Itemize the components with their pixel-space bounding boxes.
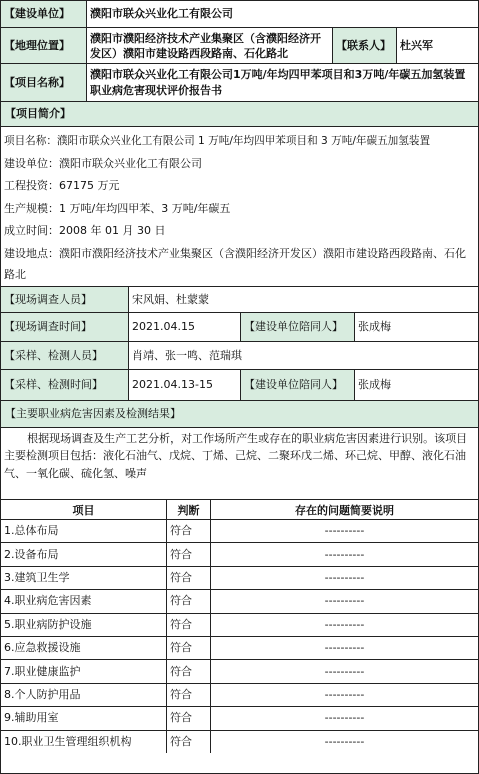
- sampling-staff-row: [1, 342, 478, 370]
- summary-line-location: 建设地点：濮阳市濮阳经济技术产业集聚区（含濮阳经济开发区）濮阳市建设路西段路南、石化路北: [4, 246, 466, 281]
- table-cell-judge: 符合: [167, 637, 211, 659]
- summary-line-unit: 建设单位：濮阳市联众兴业化工有限公司: [4, 156, 202, 170]
- table-row: [1, 637, 478, 660]
- table-cell-note: ----------: [324, 734, 365, 748]
- table-cell-item: 8.个人防护用品: [1, 684, 167, 706]
- sampling-staff-value: 肖靖、张一鸣、范瑞琪: [132, 348, 242, 362]
- sampling-time-label: 【采样、检测时间】: [1, 370, 129, 400]
- table-header-item: 项目: [1, 500, 167, 522]
- table-cell-judge: 符合: [167, 590, 211, 612]
- table-cell-judge: 符合: [167, 614, 211, 636]
- results-header-row: [1, 401, 478, 428]
- location-label: 【地理位置】: [1, 28, 87, 63]
- summary-body: [1, 127, 478, 287]
- table-row: [1, 660, 478, 683]
- survey-escort-label: 【建设单位陪同人】: [241, 313, 355, 341]
- table-cell-item: 10.职业卫生管理组织机构: [1, 731, 167, 753]
- table-cell-note: ----------: [324, 687, 365, 701]
- table-cell-note: ----------: [324, 547, 365, 561]
- table-row: [1, 731, 478, 753]
- results-body: [1, 428, 478, 500]
- survey-staff-value: 宋风娟、杜蒙蒙: [132, 292, 209, 306]
- survey-time-label: 【现场调查时间】: [1, 313, 129, 341]
- table-header-judge: 判断: [167, 500, 211, 522]
- unit-label: 【建设单位】: [1, 1, 87, 27]
- table-row: [1, 567, 478, 590]
- results-paragraph: 根据现场调查及生产工艺分析，对工作场所产生或存在的职业病危害因素进行识别。该项目主要检测项目包括：液化石油气、戊烷、丁烯、己烷、二聚环戊二烯、环己烷、甲醇、液化石油气、一氧化碳、硫化氢、噪声: [4, 432, 468, 480]
- table-header-note: 存在的问题简要说明: [295, 504, 394, 518]
- table-cell-item: 5.职业病防护设施: [1, 614, 167, 636]
- inspection-table: [1, 500, 478, 753]
- survey-escort-value: 张成梅: [358, 320, 391, 333]
- summary-header-row: [1, 102, 478, 127]
- survey-time-row: [1, 313, 478, 342]
- survey-staff-row: [1, 287, 478, 313]
- table-row: [1, 590, 478, 613]
- sampling-staff-label: 【采样、检测人员】: [1, 342, 129, 369]
- table-cell-judge: 符合: [167, 731, 211, 753]
- table-cell-note: ----------: [324, 617, 365, 631]
- table-cell-judge: 符合: [167, 567, 211, 589]
- summary-header: 【项目简介】: [1, 102, 478, 126]
- location-value: 濮阳市濮阳经济技术产业集聚区（含濮阳经济开发区）濮阳市建设路西段路南、石化路北: [87, 28, 333, 63]
- project-name-value: 濮阳市联众兴业化工有限公司1万吨/年均四甲苯项目和3万吨/年碳五加氢装置职业病危害现状评价报告书: [90, 67, 466, 97]
- table-cell-note: ----------: [324, 570, 365, 584]
- sampling-escort-value: 张成梅: [358, 378, 391, 391]
- table-row: [1, 614, 478, 637]
- results-paragraph-wrap: [1, 428, 478, 499]
- table-cell-judge: 符合: [167, 707, 211, 729]
- contact-label: 【联系人】: [333, 28, 397, 63]
- table-cell-note: ----------: [324, 711, 365, 725]
- table-cell-note: ----------: [324, 524, 365, 538]
- survey-time-value: 2021.04.15: [129, 313, 241, 341]
- table-row: [1, 707, 478, 730]
- summary-line-investment: 工程投资：67175 万元: [4, 179, 120, 192]
- survey-staff-label: 【现场调查人员】: [1, 287, 129, 312]
- table-header-row: [1, 500, 478, 520]
- table-cell-item: 9.辅助用室: [1, 707, 167, 729]
- table-cell-item: 4.职业病危害因素: [1, 590, 167, 612]
- table-cell-judge: 符合: [167, 520, 211, 542]
- unit-value: 濮阳市联众兴业化工有限公司: [90, 7, 233, 20]
- table-cell-note: ----------: [324, 641, 365, 655]
- table-cell-note: ----------: [324, 664, 365, 678]
- summary-line-founded: 成立时间：2008 年 01 月 30 日: [4, 224, 166, 237]
- table-cell-item: 2.设备布局: [1, 543, 167, 565]
- table-cell-judge: 符合: [167, 684, 211, 706]
- summary-lines: [1, 127, 478, 286]
- table-cell-judge: 符合: [167, 543, 211, 565]
- table-rows: [1, 520, 478, 753]
- table-row: [1, 684, 478, 707]
- table-cell-item: 6.应急救援设施: [1, 637, 167, 659]
- table-cell-item: 3.建筑卫生学: [1, 567, 167, 589]
- project-name-row: [1, 64, 478, 102]
- contact-value: 杜兴军: [400, 38, 433, 52]
- table-cell-note: ----------: [324, 594, 365, 608]
- unit-row: [1, 1, 478, 28]
- results-header: 【主要职业病危害因素及检测结果】: [1, 401, 478, 427]
- table-row: [1, 520, 478, 543]
- summary-line-name: 项目名称：濮阳市联众兴业化工有限公司 1 万吨/年均四甲苯项目和 3 万吨/年碳五加氢装置: [4, 135, 431, 147]
- table-cell-item: 7.职业健康监护: [1, 660, 167, 682]
- sampling-escort-label: 【建设单位陪同人】: [241, 370, 355, 400]
- summary-line-scale: 生产规模：1 万吨/年均四甲苯、3 万吨/年碳五: [4, 201, 231, 215]
- sampling-time-row: [1, 370, 478, 401]
- project-name-label: 【项目名称】: [1, 64, 87, 101]
- table-cell-judge: 符合: [167, 660, 211, 682]
- location-row: [1, 28, 478, 64]
- sampling-time-value: 2021.04.13-15: [129, 370, 241, 400]
- table-cell-item: 1.总体布局: [1, 520, 167, 542]
- table-row: [1, 543, 478, 566]
